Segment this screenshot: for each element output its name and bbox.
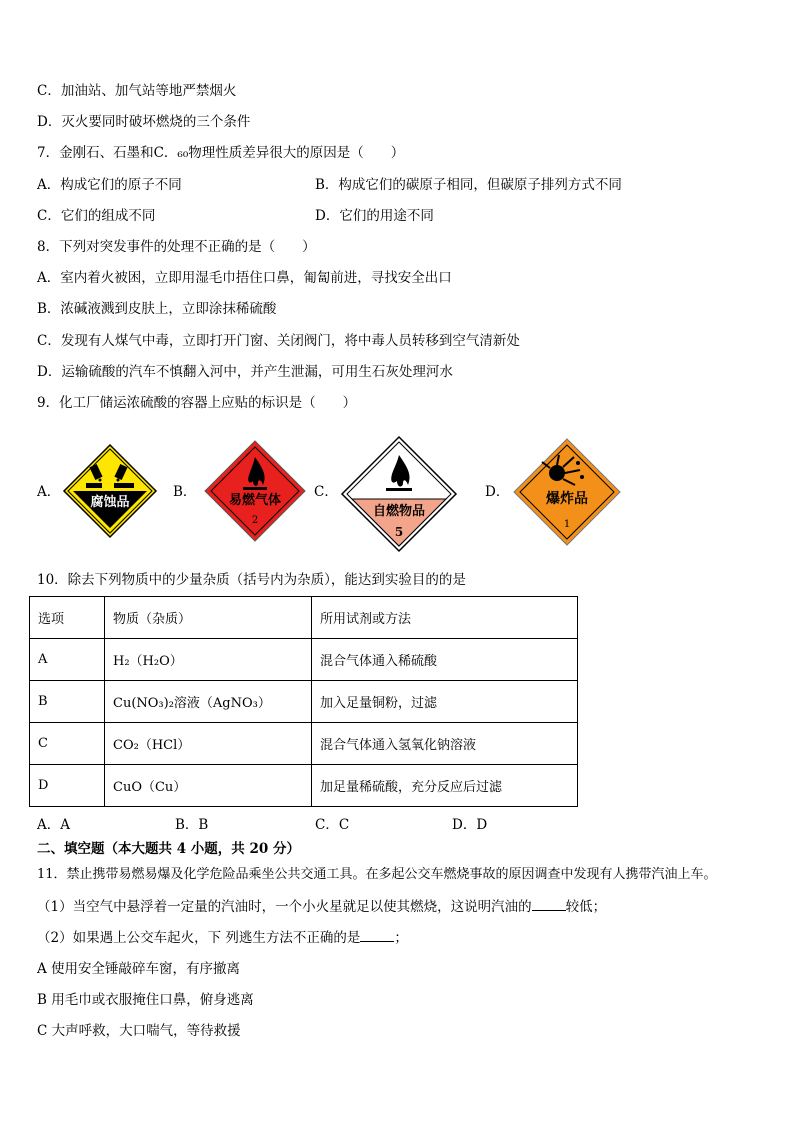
q9-option-b-label: B． bbox=[173, 484, 197, 500]
q9-stem: 9．化工厂储运浓硫酸的容器上应贴的标识是（ ） bbox=[37, 395, 357, 411]
table-cell: 混合气体通入稀硫酸 bbox=[312, 639, 578, 681]
q9-option-a-label: A． bbox=[37, 484, 61, 500]
explosive-sign bbox=[512, 437, 622, 547]
section-heading: 二、填空题（本大题共 4 小题，共 20 分） bbox=[37, 841, 300, 857]
flammable-gas-text: 易燃气体 bbox=[228, 493, 282, 508]
table-header-cell: 物质（杂质） bbox=[105, 597, 312, 639]
q6-option-d: D．灭火要同时破坏燃烧的三个条件 bbox=[37, 114, 251, 130]
table-cell: 混合气体通入氢氧化钠溶液 bbox=[312, 723, 578, 765]
corrosive-text: 腐蚀品 bbox=[90, 495, 130, 510]
q11-option-c: C 大声呼救，大口喘气，等待救援 bbox=[37, 1023, 241, 1039]
explosive-text: 爆炸品 bbox=[546, 491, 588, 507]
table-cell: CuO（Cu） bbox=[105, 765, 312, 807]
table-row bbox=[30, 765, 578, 807]
corrosive-sign bbox=[62, 443, 158, 539]
q11-option-a: A 使用安全锤敲碎车窗，有序撤离 bbox=[37, 961, 241, 977]
q7-option-c: C．它们的组成不同 bbox=[37, 208, 156, 224]
table-cell: CO₂（HCl） bbox=[105, 723, 312, 765]
q10-choice-c: C．C bbox=[315, 817, 350, 833]
q7-stem: 7．金刚石、石墨和C．₆₀物理性质差异很大的原因是（ ） bbox=[37, 145, 405, 161]
q11-stem: 11．禁止携带易燃易爆及化学危险品乘坐公共交通工具。在多起公交车燃烧事故的原因调查中发现有人携带汽油上车。 bbox=[37, 867, 717, 882]
q7-option-d: D．它们的用途不同 bbox=[315, 208, 434, 224]
q7-option-b: B．构成它们的碳原子相同，但碳原子排列方式不同 bbox=[315, 177, 622, 193]
q9-option-d-label: D． bbox=[485, 484, 510, 500]
table-cell: Cu(NO₃)₂溶液（AgNO₃） bbox=[105, 681, 312, 723]
q11-part-2 bbox=[37, 929, 408, 947]
q11-part-1-text: （1）当空气中悬浮着一定量的汽油时，一个小火星就足以使其燃烧，这说明汽油的 bbox=[37, 899, 532, 915]
spontaneous-combustion-sign bbox=[340, 435, 458, 553]
q11-part-1-tail: 较低； bbox=[565, 899, 607, 915]
table-header-row bbox=[30, 597, 578, 639]
spontaneous-combustion-text: 自燃物品 bbox=[372, 504, 426, 519]
table-header-cell: 所用试剂或方法 bbox=[312, 597, 578, 639]
explosive-number: 1 bbox=[563, 519, 571, 530]
q8-option-b: B．浓碱液溅到皮肤上，立即涂抹稀硫酸 bbox=[37, 301, 277, 317]
flammable-gas-number: 2 bbox=[251, 515, 259, 526]
table-cell: A bbox=[30, 639, 105, 681]
q8-option-d: D．运输硫酸的汽车不慎翻入河中，并产生泄漏，可用生石灰处理河水 bbox=[37, 364, 453, 380]
table-cell: C bbox=[30, 723, 105, 765]
q10-stem: 10．除去下列物质中的少量杂质（括号内为杂质），能达到实验目的的是 bbox=[37, 572, 466, 588]
spontaneous-combustion-number: 5 bbox=[394, 525, 404, 539]
q10-choice-a: A．A bbox=[37, 817, 70, 833]
q10-choice-b: B．B bbox=[175, 817, 209, 833]
q9-option-c-label: C． bbox=[314, 484, 338, 500]
flammable-gas-sign bbox=[203, 439, 307, 543]
table-cell: H₂（H₂O） bbox=[105, 639, 312, 681]
q11-part-1 bbox=[37, 898, 606, 916]
q8-option-c: C．发现有人煤气中毒，立即打开门窗、关闭阀门，将中毒人员转移到空气清新处 bbox=[37, 333, 520, 349]
q10-choice-d: D．D bbox=[452, 817, 488, 833]
q7-option-a: A．构成它们的原子不同 bbox=[37, 177, 182, 193]
table-header-cell: 选项 bbox=[30, 597, 105, 639]
q6-option-c: C．加油站、加气站等地严禁烟火 bbox=[37, 83, 237, 99]
table-row bbox=[30, 681, 578, 723]
q10-table bbox=[29, 596, 578, 807]
table-cell: B bbox=[30, 681, 105, 723]
table-row bbox=[30, 639, 578, 681]
answer-blank[interactable] bbox=[360, 929, 394, 942]
q8-option-a: A．室内着火被困，立即用湿毛巾捂住口鼻，匍匐前进，寻找安全出口 bbox=[37, 270, 452, 286]
q11-part-2-text: （2）如果遇上公交车起火，下 列逃生方法不正确的是 bbox=[37, 930, 361, 946]
q11-part-2-tail: ； bbox=[394, 930, 408, 946]
table-cell: 加入足量铜粉，过滤 bbox=[312, 681, 578, 723]
table-row bbox=[30, 723, 578, 765]
table-cell: 加足量稀硫酸，充分反应后过滤 bbox=[312, 765, 578, 807]
answer-blank[interactable] bbox=[532, 898, 566, 911]
q8-stem: 8．下列对突发事件的处理不正确的是（ ） bbox=[37, 239, 316, 255]
table-cell: D bbox=[30, 765, 105, 807]
q11-option-b: B 用毛巾或衣服掩住口鼻，俯身逃离 bbox=[37, 992, 254, 1008]
